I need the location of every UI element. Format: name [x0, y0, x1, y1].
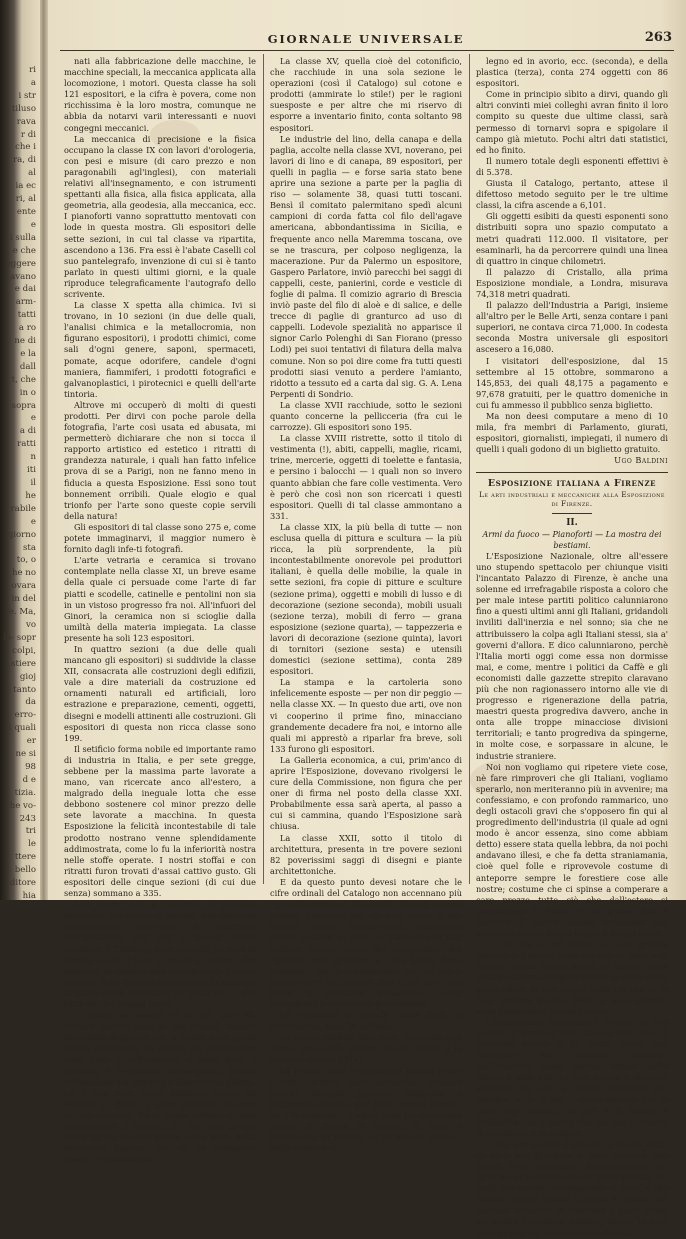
previous-page-fragment: ente — [16, 206, 36, 217]
previous-page-fragment: he no — [11, 568, 36, 579]
paragraph: Le industrie del lino, della canapa e della paglia, accolte nella classe XVI, noverano, pei lavori di lino e di canapa, 89 espositori, per quelli in paglia — e forse saria stato bene aprire una sezione a parte per la paglia di riso — solamente 38, quasi tutti toscani. Bensì il comitato palermitano spedì alcuni campioni di corda fatta col filo dell'agave americana, abbondantissima in Sicilia, e frequente anco nella Maremma toscana, ove se ne trascura, per colposo negligenza, la macerazione. Pur da Palermo un espositore, Gaspero Parlatore, inviò parecchi bei saggi di cappelli, ceste, panierini, corde e vesticle di foglie di palma. Il comizio agrario di Brescia inviò paste del filo di aloè e di salice, e delle trecce di paglie di granturco ad uso di cappelli. Lodevole spezialità no apparisce il signor Carlo Polenghi di San Fiorano (presso Lodi) pei suoi tentativi di filatura della malva comune. Non so poi dire come fra tutti questi prodotti siasi venuto a perdere l'amianto, ridotto a tessuto ed a carta dal sig. G. A. Lena Perpenti di Sondrio. — [270, 133, 462, 399]
paragraph: La classe XXII, sotto il titolo di architettura, presenta in tre povere sezioni 82 poverissimi saggi di disegni e piante architettoniche. — [270, 832, 462, 876]
paragraph: Il setificio forma nobile ed importante ramo di industria in Italia, e per sete gregge, sebbene per la massima parte lavorate a mano, van ricercate anco all'estero, a malgrado della ineguale lotta che esse debbono sostenere col minor prezzo delle sete lavorate a macchina. In questa Esposizione la felicità incontestabile di tale prodotto nostrano venne splendidamente addimostrata, come lo fu la inferiorità nostra nelle stoffe operate. I nostri stoffai e con ritratti furon trovati d'assai cattivo gusto. Gli espositori delle cinque sezioni (di cui due senza) sommano a 335. — [64, 743, 256, 899]
previous-page-fragment: 243 — [19, 813, 36, 824]
previous-page-fragment: e — [30, 219, 36, 230]
paragraph: Ma non deesi computare a meno di 10 mila, fra membri di Parlamento, giurati, espositori, giornalisti, impiegati, il numero di quelli i quali godono di un biglietto gratuito. — [476, 411, 668, 455]
header-rule — [60, 50, 674, 51]
previous-page-fragment: tatti — [17, 310, 36, 321]
paragraph: La classe X spetta alla chimica. Ivi si trovano, in 10 sezioni (in due delle quali, l'analisi chimica e la metallocromia, non figurano espositori), i prodotti chimici, come sali d'ogni genere, saponi, spermaceti, pomate, acque odorifere, candele d'ogni maniera, fiammiferi, i prodotti fotografici e galvanoplastici, i pirotecnici e quelli dell'arte tintoria. — [64, 300, 256, 399]
paragraph: La classe XV, quella cioè del cotonificio, che racchiude in una sola sezione le operazioni (così il Catalogo) sul cotone e prodotti (ammirate lo stile!) per le ragioni suesposte e per altre che mi riservo di esporre a inventario finito, conta soltanto 98 espositori. — [270, 56, 462, 133]
book-gutter — [40, 0, 48, 900]
previous-page-fragment: tri — [25, 826, 36, 837]
paragraph: Noi non vogliamo qui ripetere viete cose, nè fare rimproveri che gli Italiani, vogliamo sperarlo, non meriteranno più in avvenire; ma confessiamo, e con profondo rammarico, uno degli ostacoli gravi che s'opposero fin qui al progredimento dell'industria (il quale ad ogni modo è ancor essenza, sino come abbiam detto) essere stata quella lebbra, da noi pochi andavano illesi, e che fa detta straniamania, cioè quel folle e riprovevole costume di anteporre sempre le forestiere cose alle nostre; costume che ci spinse a comperare a caro prezzo tutto ciò che dall'estero si introduceva in Italia, e che giunse fino a detrarre il nostro idioma bellissimo con accattate parole d'ogni lingua e d'ogni conio. — [476, 761, 668, 939]
paragraph: E da questo punto devesi notare che le cifre ordinali del Catalogo non accennano più i singoli espositori, ma bensì i singoli oggetti esposti; cosicchè, per un solo nome, e per oggetti spesso insignificanti, impegnassi mezzo dozzine di cifre. — Capisco che tale artificio venne usato dai compilatori del Catalogo per gonfiare la cifra totale degli espositori, ma lo stratagemma, per chi non si lascia trarre in inganno, non ci dà altro che frode o scusabile vanagloria, bensì irregolarità e confusione grandissima. — [270, 876, 462, 1009]
previous-page-fragment: i str — [18, 90, 36, 101]
previous-page-fragment: bello — [14, 865, 36, 876]
running-header — [60, 30, 672, 50]
paragraph: nati alla fabbricazione delle macchine, le macchine speciali, la meccanica applicata alla locomozione, i motori. Questa classe ha soli 121 espositori, e la cifra è povera, come non ricchissima è la loro mostra, comunque ne abbia da notarvi varii interessanti e nuovi congegni meccanici. — [64, 56, 256, 133]
previous-page-fragment: rava — [16, 116, 36, 127]
previous-page-fragment: he vo- — [9, 800, 36, 811]
section-subheading: Le arti industriali e meccaniche alla Esposizione di Firenze. — [479, 489, 665, 509]
page-number: 263 — [644, 30, 672, 45]
paragraph: La meccanica di precisione e la fisica occupano la classe IX con lavori d'orologeria, con pesi e misure (di caro prezzo e non paragonabili agl'inglesi), con materiali relativi all'insegnamento, e con istrumenti spettanti alla fisica, alla fisica applicata, alla geometria, alla geodesia, alla meccanica, ecc. I pianoforti vanno soprattutto mentovati con lode in questa mostra. Gli espositori delle sette sezioni, in cui tal classe va ripartita, ascendono a 136. Fra essi è l'abate Caselli col suo pantelegrafo, invenzione di cui si è tanto parlato in questi ultimi giorni, e la quale riproduce telegraficamente l'autografo dello scrivente. — [64, 133, 256, 299]
previous-page-fragment: a — [30, 77, 36, 88]
previous-page-fragment: ri — [29, 65, 36, 75]
paragraph: Gli espositori di questa classe XXII, in conclusione, sono 36 soltanto. — [270, 1010, 462, 1032]
short-divider — [552, 513, 592, 514]
previous-page-fragment: colpi, — [12, 645, 36, 656]
previous-page-fragment: tiluso — [11, 103, 36, 114]
section-divider — [476, 472, 668, 473]
previous-page-fragment: le — [28, 839, 36, 850]
paragraph: Alla classe XIV è riservato il lanificio, abbenchè, per errore di stampa, o piuttosto di compilazione, denotante la colpevole precipitazione con cui il lavoro venne condotto, il Catalogo porti inscritti, in cima di questa classe, i filati e tessuti in cotone, che spettano veramente alla susseguente. L'unica sezione, delle quattro accennate sul Catalogo, la quale abbia espositori, ne conta 62. — Per tutta Italia è troppo poco! — [64, 899, 256, 1009]
paragraph: La classe XVIII ristrette, sotto il titolo di vestimenta (!), abiti, cappelli, maglie, ricami, trine, mercerie, oggetti di toelette e fantasia, e persino i balocchi — i quali non so invero quanto abbian che fare colle vestimenta. Vero è però che così non son ricercati i questi espositori. Quelli di tal classe ammontano a 331. — [270, 433, 462, 521]
paragraph: Il palazzo dell'Industria a Parigi, insieme all'altro per le Belle Arti, senza contare i pani superiori, ne contava circa 71,000. In codesta seconda Mostra universale gli espositori ascesero a 16,080. — [476, 300, 668, 355]
previous-page-fragment: le- sopr — [3, 632, 36, 643]
paragraph: E ciò che a noi tocca, or con grande biasimo è il tacere tutto ciò che di bello e di buono i nostri fratelli artisti od operai, della nostra industria seppero fare, e in certo modo quasi offeso di non trovar tutto ciò che fu in casa propria quanto basti ai suoi bisogni, vada questuando presso l'amico. — [476, 939, 668, 1016]
previous-page-fragment: hia — [22, 891, 36, 901]
previous-page-fragment: i sulla — [9, 232, 36, 243]
text-column-3 — [476, 56, 668, 1238]
previous-page-fragment: d e — [22, 774, 36, 785]
previous-page-fragment: al — [28, 168, 36, 179]
previous-page-fragment: stiere — [11, 658, 36, 669]
paragraph: L'Esposizione Nazionale è venuta, la Dio mercè, a provare agli Italiani che, ove il concorde volere e la carità patria non manchino, essi vantano smisurati nell'industria come furono famosi nelle lettere e nelle arti. Le cose nostre si facciano adunque fra noi, e questo concorso pur bisogna farlo. E poi ci siano almeno per le cose degli Italiani ciò che è di buono, e l'industria che è nostra che qui non ci manca di conoscere e di stimare. — [476, 1016, 668, 1138]
column-rule — [469, 54, 470, 884]
previous-page-fragment: vo — [25, 619, 36, 630]
column-rule — [263, 54, 264, 884]
previous-page-fragment: ne si — [15, 749, 36, 760]
previous-page-fragment: ne di — [14, 336, 36, 347]
paragraph: La prima, sotto le sezioni di pittura a olio (prima), pitture varie (seconda), incisioni (terza), disegno (quarta), litografia e litocromia (quinta), per 1065 oggetti esposti, ha 476 espositori. L'altra, nelle tre accennate sezioni di statue di marmo, di busti e bassorilievi in marmo ed in bronzo (prima), della scultura in — [270, 1065, 462, 1154]
author-signature: Ugo Baldini — [614, 455, 668, 466]
paragraph: I visitatori dell'esposizione, dal 15 settembre al 15 ottobre, sommarono a 145,853, dei quali 48,175 a pagamento e 97,678 gratuiti, per le quattro domeniche in cui fu ammesso il pubblico senza biglietto. — [476, 355, 668, 410]
paragraph: Il palazzo di Cristallo, alla prima Esposizione mondiale, a Londra, misurava 74,318 metri quadrati. — [476, 266, 668, 299]
article-topics: Armi da fuoco — Pianoforti — La mostra dei bestiami. — [482, 529, 662, 550]
previous-page-fragment: in del — [11, 594, 36, 605]
previous-page-fragment: rabile — [10, 503, 36, 514]
paragraph: La Galleria economica, a cui, prim'anco di aprire l'Esposizione, dovevano rivolgersi le cure della Commissione, non figura che per oner di firma nel posto della classe XXI. Probabilmente essa sarà aperta, al passo a cui si cammina, quando l'Esposizione sarà chiusa. — [270, 754, 462, 832]
newspaper-page — [50, 0, 686, 1238]
previous-page-fragment: he — [25, 490, 36, 501]
text-column-1 — [64, 56, 256, 1165]
previous-page-fragment: e — [30, 413, 36, 424]
paragraph: E noi, per quanto è da noi, in questi studi, se sarà per giungere a dare autorità alle parole vuoli l'appoggio incontrastabile de' fatti, noi ci proponiamo con brevi articoli, de' quali con questo incominciamo la serie, e che saranno diluiti quanto si spera e l'indole del giornale consente, di mostrare a quale grado sia giunta l'industria italiana, specie in quei rami di essa ne' quali appunto fino ad — [476, 1138, 668, 1238]
paragraph: La classe XIX, la più bella di tutte — non esclusa quella di pittura e scultura — la più ricca, la più sorprendente, la più incontestabilmente onorevole pei produttori italiani, è quella delle mobilie, la quale in sette sezioni, fra copie di pitture e sculture (sezione prima), oggetti e mobili di lusso e di decorazione (sezione seconda), mobili usuali (sezione terza), mobili di ferro — grana esposizione (sezione quarta), — tappezzeria e lavori di decorazione (sezione quinta), lavori di tornitori (sezione sesta) e utensili domestici (sezione settima), conta 289 espositori. — [270, 521, 462, 677]
previous-page-fragment: e dai — [14, 284, 36, 295]
previous-page-fragment: ttere — [14, 852, 36, 863]
paragraph: La classe XVII racchiude, sotto le sezioni quanto concerne la pellicceria (fra cui le carrozze). Gli espositori sono 195. — [270, 399, 462, 433]
previous-page-fragment: il — [30, 478, 36, 488]
previous-page-fragment: arm- — [15, 297, 36, 308]
previous-page-fragment: sopra — [11, 400, 36, 411]
previous-page-fragment: erro- — [14, 710, 36, 721]
previous-page-fragment: t, che — [11, 374, 36, 385]
previous-page-fragment: er — [26, 736, 36, 747]
paragraph: In quattro sezioni (a due delle quali mancano gli espositori) si suddivide la classe XII, consacrata alle costruzioni degli edifizii, vale a dire materiali da costruzione ed ornamenti naturali ed artificiali, loro estrazione e preparazione, cementi, oggetti, disegni e modelli attinenti alle costruzioni. Gli espositori di questa non ricca classe sono 199. — [64, 643, 256, 743]
paragraph: L'Esposizione Nazionale, oltre all'essere uno stupendo spettacolo per chiunque visiti l'incantato Palazzo di Firenze, è anche una solenne ed irrefragabile risposta a coloro che per male intese partiti politico calunniarono fino a questi ultimi anni gli Italiani, gridandoli inviliti dall'inerzia e nel sonno; sia che ne attribuissero la colpa agli Italiani stessi, sia a' governi d'allora. E dico calunniarono, perchè l'Italia morti oggi come essa non dormisse mai, e come, mentre i politici da Caffè e gli economisti dalle gazzette strepito claravano più che non ragionassero intorno alle vie di progresso e rigenerazione della patria, maestri questa progrediva davvero, anche in onta alle troppe minacciose divisioni territoriali; e tanto progrediva da spingerne, in molte cose, e sorpassare in alcune, le industrie straniere. — [476, 550, 668, 761]
previous-page-edge — [0, 64, 40, 901]
paragraph: Il numero totale degli esponenti effettivi è di 5.378. — [476, 155, 668, 177]
previous-page-fragment: ditore — [9, 878, 36, 889]
text-column-2 — [270, 56, 462, 1154]
previous-page-fragment: dall — [19, 361, 36, 372]
previous-page-fragment: in o — [19, 387, 36, 398]
paragraph: La stampa e la cartoleria sono infelicemente esposte — per non dir peggio — nella classe XX. — In questo due arti, ove non vi cooperino il prime fino, minacciano grandemente decadere fra noi, e intorno alle quali mi apprestò a riparlar fra breve, soli 133 furono gli espositori. — [270, 677, 462, 754]
previous-page-fragment: sta — [23, 542, 36, 553]
previous-page-fragment: ra, di — [13, 155, 36, 166]
previous-page-fragment: n — [30, 452, 36, 463]
previous-page-fragment: da — [25, 697, 36, 708]
previous-page-fragment: ri, al — [15, 194, 36, 205]
paragraph: Altrove mi occuperò di molti di questi prodotti. Per dirvi con poche parole della fotografia, l'arte così usata ed abusata, mi permetterò dichiarare che non si tocca il rapporto artistico ed estetico i ritratti di grandezza naturale, i quali han fatto infelice prova di se a Parigi, non ne fanno meno in fiducia a questa Esposizione. Essi sono tout bonnement orribili. Quale elogio e qual trionfo per l'arte sono queste copie servili della natura! — [64, 399, 256, 521]
previous-page-fragment: giorno — [7, 529, 36, 540]
journal-title: GIORNALE UNIVERSALE — [267, 32, 465, 46]
previous-page-fragment: a di — [19, 426, 36, 437]
paragraph: L'arte vetraria e ceramica si trovano contemplate nella classe XI, un breve esame della quale ci persuade come l'arte di far piatti e scodelle, catinelle e pentolini non sia in un vistoso progresso fra noi. All'infuori del Ginori, la ceramica non si scioglie dalla umiltà della materia impiegata. La classe presente ha soli 123 espositori. — [64, 555, 256, 643]
previous-page-fragment: e che — [12, 245, 36, 256]
previous-page-fragment: 98 — [25, 761, 36, 772]
previous-page-fragment: e la — [20, 348, 36, 359]
paragraph: Giusta il Catalogo, pertanto, attese il difettoso metodo seguito per le tre ultime classi, la cifra ascende a 6,101. — [476, 178, 668, 211]
paragraph: Lo stesso debbesi dire delle rimanenti due classi, cioè della pittura (classe XXIII) e la scultura (classe XXIV). — [270, 1032, 462, 1065]
paragraph: legno ed in avorio, ecc. (seconda), e della plastica (terza), conta 274 oggetti con 86 espositori. — [476, 56, 668, 89]
previous-page-fragment: to, o — [16, 555, 36, 566]
previous-page-fragment: avano — [10, 271, 36, 282]
previous-page-fragment: che i — [15, 142, 36, 153]
previous-page-fragment: i quali — [8, 723, 36, 734]
previous-page-fragment: gioj — [19, 671, 36, 682]
previous-page-fragment: ia ec — [15, 181, 36, 192]
paragraph: Il cotone ne novera 36 di più, cioè 98. Altrove parlerò anco di tali tessuti; intanto lasciatemi deplorare che la Sicilia, nella quale hanno piantagioni di cotone da rivaleggiare collo Indie e coll'America, e delle quali il prodotto è veramente maraviglioso, questa coltivazione sia negletta e disprezzata affatto. La è una delle tante industrie nuove da tentarsi in Italia, e forse potrebbe uscirne fortune colossali. Nè in Sicilia soltanto alligna ferocemente il cotone. Io, co' miei propri occhi ne ho veduto piante nelle parti della Maremma senese; ove se ne riempiono cuscini e guanciaietti. — [64, 1010, 256, 1165]
previous-page-fragment: tizia. — [14, 787, 36, 798]
previous-page-fragment: r di — [20, 129, 36, 140]
previous-page-fragment: a ro — [18, 323, 36, 334]
previous-page-fragment: e — [30, 516, 36, 527]
paragraph: Gli oggetti esibiti da questi esponenti sono distribuiti sopra uno spazio computato a metri quadrati 112.000. Il visitatore, per esaminarli, ha da percorrere quindi una linea di quattro in cinque chilometri. — [476, 211, 668, 266]
previous-page-fragment: e. Ma, — [8, 607, 36, 618]
previous-page-fragment: ovara — [11, 581, 36, 592]
paragraph: Come in principio sìbito a dirvi, quando gli altri convinti miei colleghi avran finito il loro compito su queste due ultime classi, sarà permesso di tornarvi sopra e spigolare il campo già mietuto. Pochi altri dati statistici, ed ho finito. — [476, 89, 668, 155]
previous-page-fragment: iti — [27, 465, 36, 476]
previous-page-fragment: tanto — [13, 684, 36, 695]
paragraph: Gli espositori di tal classe sono 275 e, come potete immaginarvi, il maggior numero è fornito dagli infe-ti fotografi. — [64, 521, 256, 555]
section-heading: Esposizione italiana a Firenze — [487, 478, 657, 490]
previous-page-fragment: eggere — [5, 258, 36, 269]
previous-page-fragment: ratti — [17, 439, 36, 450]
article-number: II. — [566, 517, 578, 528]
